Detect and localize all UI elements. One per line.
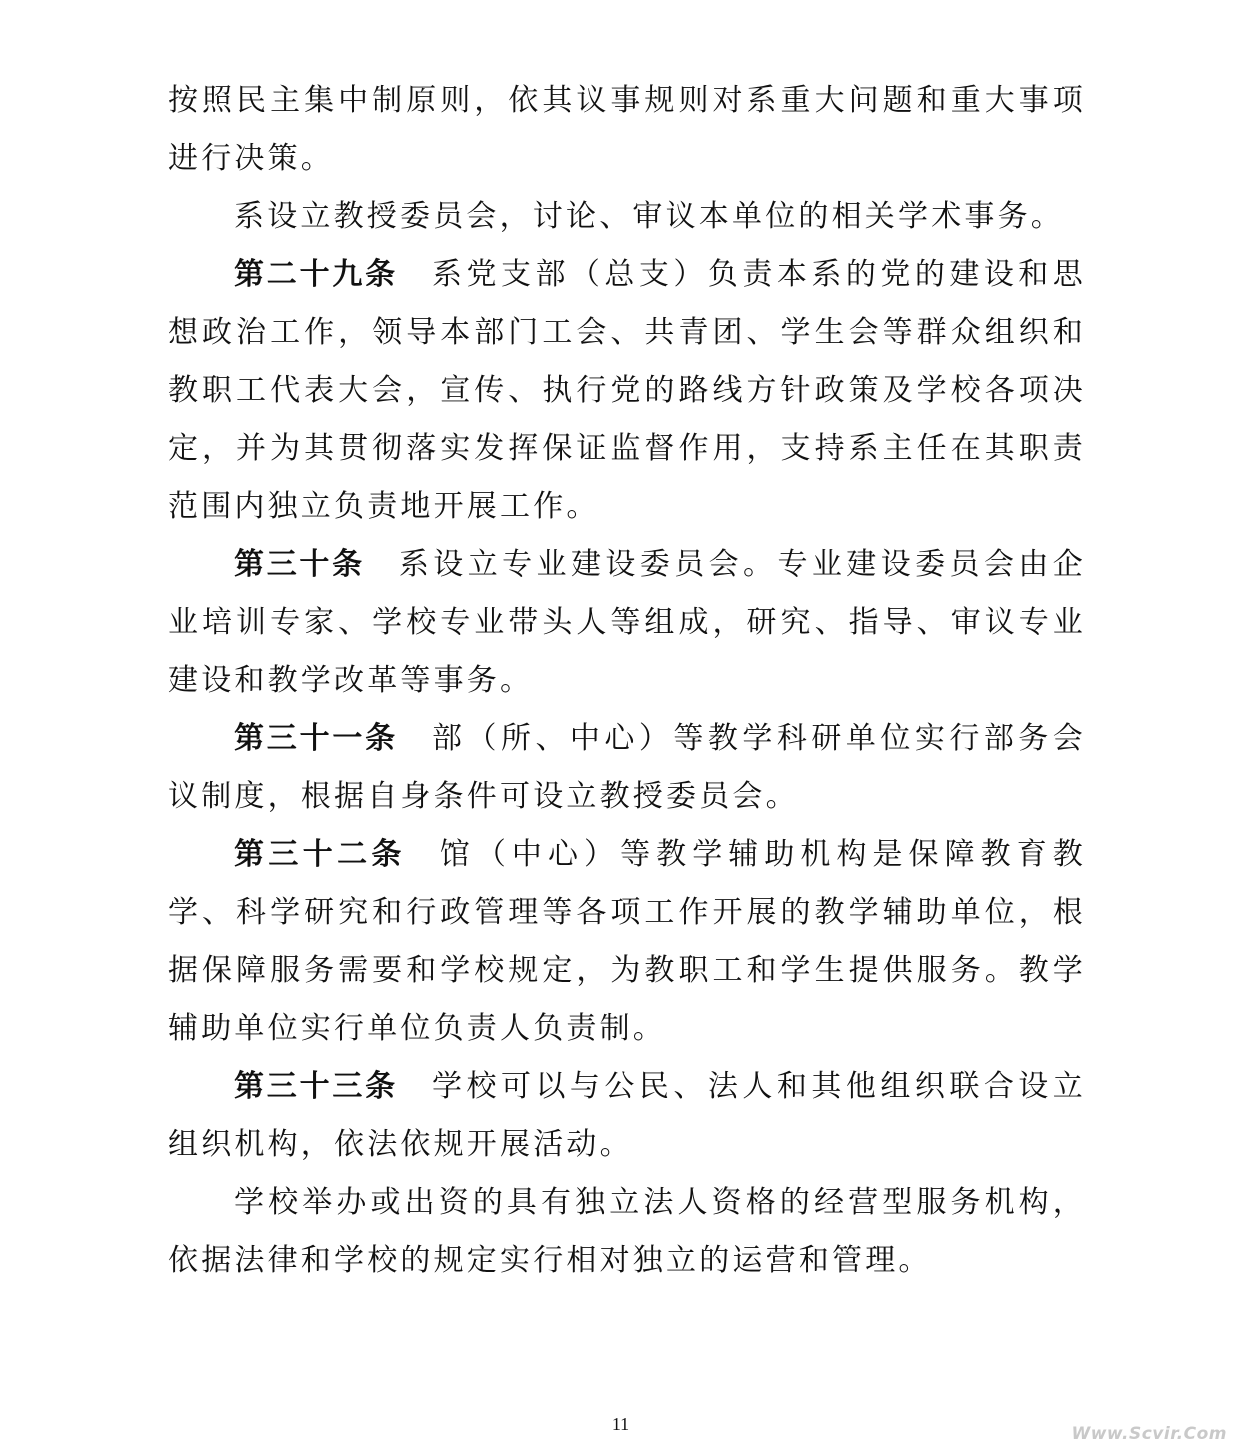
article-number: 第三十三条 — [234, 1069, 398, 1104]
article-number: 第三十一条 — [234, 721, 398, 756]
paragraph-service-institutions — [168, 1174, 1086, 1290]
article-number: 第三十条 — [234, 547, 365, 582]
article-text: 系党支部（总支）负责本系的党的建设和思想政治工作，领导本部门工会、共青团、学生会等群众组织和教职工代表大会，宣传、执行党的路线方针政策及学校各项决定，并为其贯彻落实发挥保证监督作用，支持系主任在其职责范围内独立负责地开展工作。 — [168, 257, 1087, 524]
paragraph-text: 学校举办或出资的具有独立法人资格的经营型服务机构，依据法律和学校的规定实行相对独立的运营和管理。 — [168, 1185, 1086, 1278]
article-text: 馆（中心）等教学辅助机构是保障教育教学、科学研究和行政管理等各项工作开展的教学辅助单位，根据保障服务需要和学校规定，为教职工和学生提供服务。教学辅助单位实行单位负责人负责制。 — [168, 837, 1086, 1046]
paragraph-text: 按照民主集中制原则，依其议事规则对系重大问题和重大事项进行决策。 — [168, 83, 1086, 176]
watermark: Www.Scvir.Com — [1071, 1424, 1227, 1444]
article-text: 部（所、中心）等教学科研单位实行部务会议制度，根据自身条件可设立教授委员会。 — [168, 721, 1087, 814]
article-30 — [168, 536, 1086, 710]
paragraph-decision-continuation — [168, 72, 1086, 188]
article-number: 第三十二条 — [234, 837, 406, 872]
paragraph-professor-committee — [168, 188, 1086, 246]
article-number: 第二十九条 — [234, 257, 398, 292]
page-number: 11 — [611, 1414, 630, 1434]
article-33 — [168, 1058, 1086, 1174]
document-body — [168, 72, 1086, 1290]
article-text: 系设立专业建设委员会。专业建设委员会由企业培训专家、学校专业带头人等组成，研究、指导、审议专业建设和教学改革等事务。 — [168, 547, 1087, 698]
article-32 — [168, 826, 1086, 1058]
paragraph-text: 系设立教授委员会，讨论、审议本单位的相关学术事务。 — [234, 199, 1064, 234]
article-31 — [168, 710, 1086, 826]
article-text: 学校可以与公民、法人和其他组织联合设立组织机构，依法依规开展活动。 — [168, 1069, 1087, 1162]
article-29 — [168, 246, 1086, 536]
